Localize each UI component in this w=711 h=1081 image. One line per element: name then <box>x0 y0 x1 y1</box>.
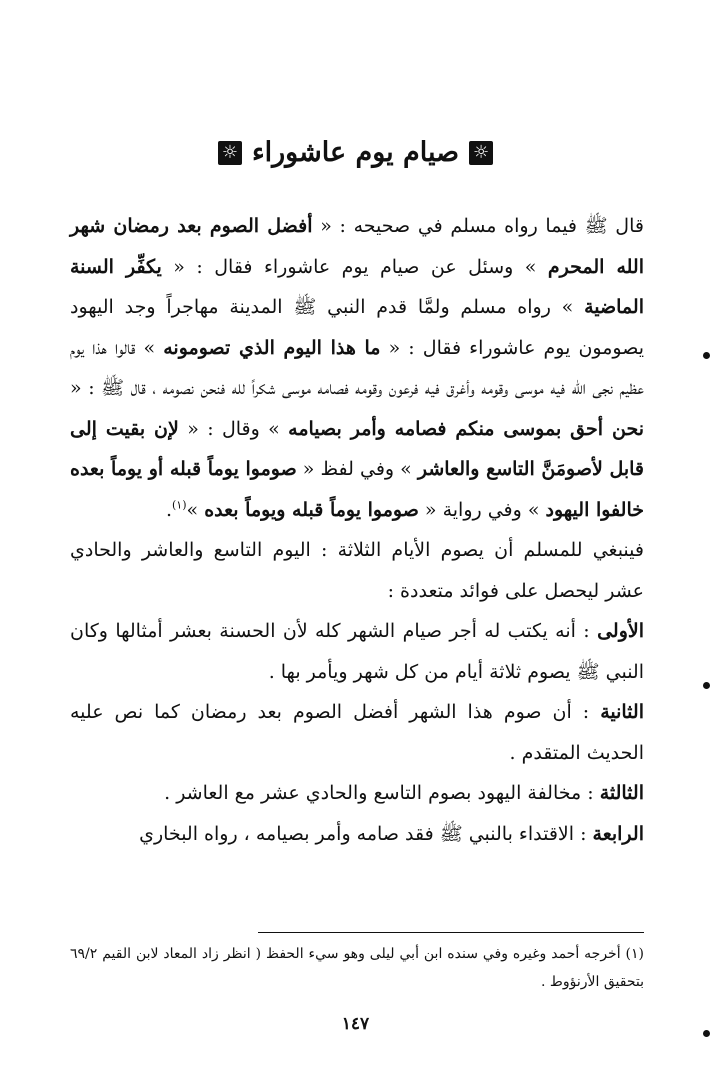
footnote-text: (١) أخرجه أحمد وغيره وفي سنده ابن أبي ليلى وهو سيء الحفظ ( انظر زاد المعاد لابن القيم ٦٩/٢ بتحقيق الأرنؤوط . <box>70 946 644 990</box>
section-title <box>0 133 711 173</box>
text-run: » رواه مسلم ولمَّا قدم النبي ﷺ المدينة مهاجراً وجد اليهود يصومون يوم عاشوراء فقال : « <box>70 296 644 359</box>
hadith-quote: نحن أحق بموسى منكم فصامه وأمر بصيامه <box>288 417 645 440</box>
sun-box-icon: ☼ <box>218 141 242 165</box>
text-run: . <box>165 498 172 521</box>
margin-dot <box>703 682 710 689</box>
list-item <box>70 814 644 855</box>
item-label: الأولى <box>597 620 644 642</box>
item-text: : مخالفة اليهود بصوم التاسع والحادي عشر مع العاشر . <box>164 782 600 804</box>
footnote-divider <box>258 932 644 933</box>
text-run: » وفي رواية « <box>418 498 546 521</box>
list-item <box>70 611 644 692</box>
hadith-quote: أفضل الصوم بعد رمضان شهر الله المحرم <box>70 215 644 278</box>
text-run: » وقال : « <box>178 417 289 440</box>
text-run: » وفي لفظ « <box>296 458 418 480</box>
item-label: الرابعة <box>592 822 644 845</box>
page-number: ١٤٧ <box>341 1014 370 1034</box>
hadith-quote: لإن بقيت إلى قابل لأصومَنَّ التاسع والعاشر <box>70 417 644 480</box>
text-run: » <box>186 498 205 521</box>
main-text <box>70 206 644 854</box>
item-text: : أن صوم هذا الشهر أفضل الصوم بعد رمضان كما نص عليه الحديث المتقدم . <box>70 701 644 764</box>
margin-dot <box>703 352 710 359</box>
paragraph-hadith <box>70 206 644 530</box>
hadith-quote: صوموا يوماً قبله ويوماً بعده <box>204 498 419 521</box>
footnote-reference: (١) <box>172 498 187 512</box>
text-run: » وسئل عن صيام يوم عاشوراء فقال : « <box>161 255 548 278</box>
paragraph-intro: فينبغي للمسلم أن يصوم الأيام الثلاثة : اليوم التاسع والعاشر والحادي عشر ليحصل على فوائد متعددة : <box>70 539 644 602</box>
item-label: الثانية <box>600 701 644 723</box>
text-run: » قالوا هذا يوم عظيم نجى الله فيه موسى وقومه وأغرق فيه فرعون وقومه فصامه موسى شكراً لله فنحن نصومه ، قال ﷺ : « <box>70 336 644 399</box>
list-item <box>70 692 644 773</box>
footnote <box>70 940 644 996</box>
hadith-quote: ما هذا اليوم الذي تصومونه <box>163 336 381 359</box>
text-run: قال ﷺ فيما رواه مسلم في صحيحه : « <box>312 215 644 237</box>
item-label: الثالثة <box>599 782 644 804</box>
hadith-quote: يكفِّر السنة الماضية <box>70 255 644 318</box>
section-title-text: صيام يوم عاشوراء <box>251 137 460 168</box>
hadith-quote: صوموا يوماً قبله أو يوماً بعده خالفوا اليهود <box>70 458 644 521</box>
item-text: : الاقتداء بالنبي ﷺ فقد صامه وأمر بصيامه ، رواه البخاري <box>139 822 593 845</box>
list-item <box>70 773 644 814</box>
sun-box-icon: ☼ <box>469 141 493 165</box>
margin-dot <box>703 1030 710 1037</box>
item-text: : أنه يكتب له أجر صيام الشهر كله لأن الحسنة بعشر أمثالها وكان النبي ﷺ يصوم ثلاثة أيام من كل شهر ويأمر بها . <box>70 620 644 683</box>
